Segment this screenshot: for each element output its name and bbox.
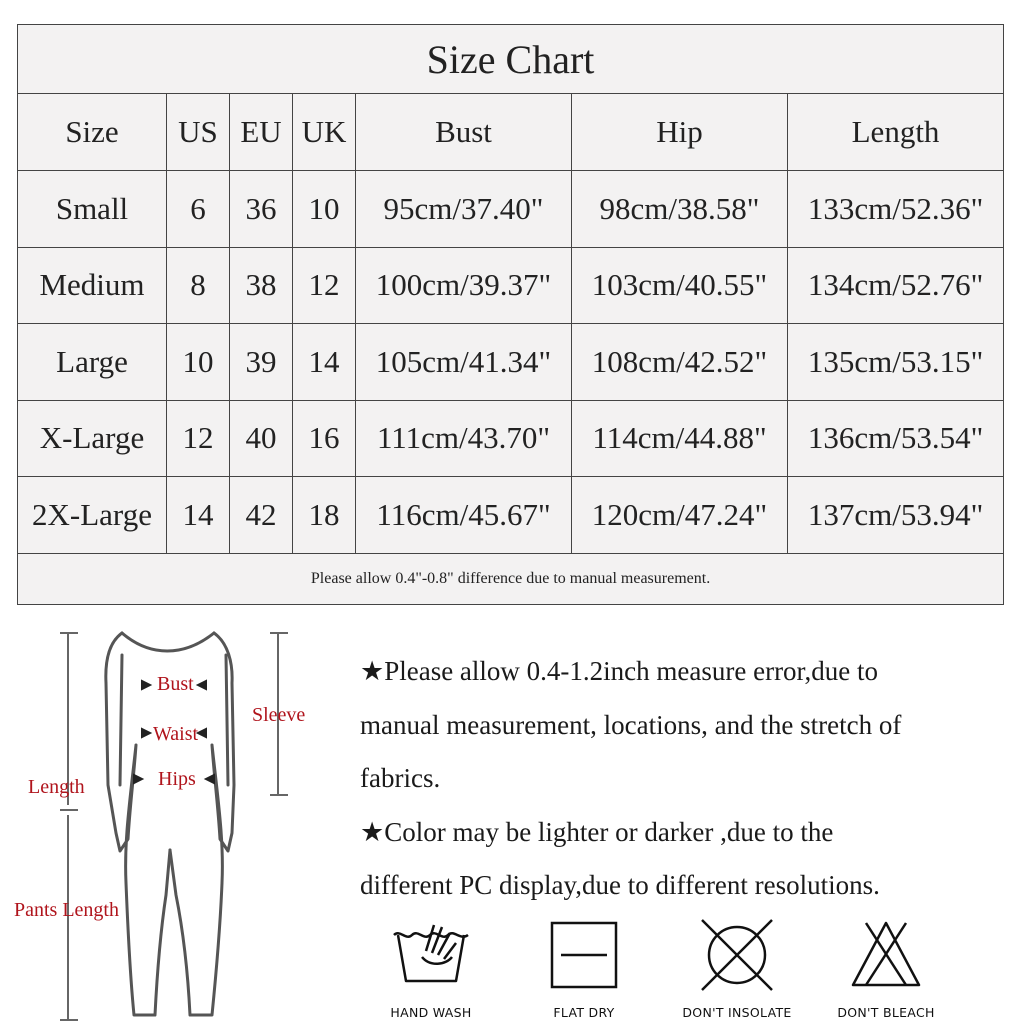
flat-dry-icon: [509, 915, 659, 995]
chart-title: Size Chart: [18, 25, 1004, 94]
table-cell: 40: [230, 400, 293, 477]
header-cell: Length: [788, 94, 1004, 171]
table-row: [18, 477, 1004, 554]
table-cell: Small: [18, 170, 167, 247]
table-cell: Large: [18, 324, 167, 401]
table-cell: 39: [230, 324, 293, 401]
table-cell: Medium: [18, 247, 167, 324]
length-label: Length: [28, 776, 85, 798]
header-row: [18, 94, 1004, 171]
table-cell: 10: [167, 324, 230, 401]
table-cell: 36: [230, 170, 293, 247]
dont-insolate-icon: [662, 915, 812, 995]
dont-insolate-label: DON'T INSOLATE: [682, 1005, 792, 1020]
table-cell: 100cm/39.37": [356, 247, 572, 324]
table-cell: 14: [293, 324, 356, 401]
info-line: ★Color may be lighter or darker ,due to the: [360, 816, 834, 847]
table-cell: 116cm/45.67": [356, 477, 572, 554]
table-cell: 105cm/41.34": [356, 324, 572, 401]
table-cell: 42: [230, 477, 293, 554]
table-cell: 103cm/40.55": [572, 247, 788, 324]
table-cell: 120cm/47.24": [572, 477, 788, 554]
info-line: manual measurement, locations, and the stretch of: [360, 709, 902, 740]
table-cell: 16: [293, 400, 356, 477]
waist-label: Waist: [153, 723, 199, 745]
table-row: [18, 400, 1004, 477]
info-line: ★Please allow 0.4-1.2inch measure error,due to: [360, 656, 878, 686]
flat-dry-label: FLAT DRY: [553, 1005, 615, 1020]
table-cell: 136cm/53.54": [788, 400, 1004, 477]
table-cell: 14: [167, 477, 230, 554]
table-cell: 6: [167, 170, 230, 247]
dont-bleach-icon: [811, 915, 961, 995]
table-cell: 137cm/53.94": [788, 477, 1004, 554]
measurement-figure: [0, 615, 345, 1024]
table-cell: 18: [293, 477, 356, 554]
hips-label: Hips: [158, 768, 196, 790]
info-notes: [360, 645, 1000, 913]
bust-label: Bust: [157, 673, 194, 695]
dont-bleach-label: DON'T BLEACH: [837, 1005, 935, 1020]
table-cell: 10: [293, 170, 356, 247]
table-cell: 95cm/37.40": [356, 170, 572, 247]
hand-wash-label: HAND WASH: [390, 1005, 472, 1020]
table-cell: 114cm/44.88": [572, 400, 788, 477]
table-row: [18, 170, 1004, 247]
table-cell: X-Large: [18, 400, 167, 477]
info-line: different PC display,due to different resolutions.: [360, 870, 880, 900]
table-cell: 2X-Large: [18, 477, 167, 554]
table-row: [18, 247, 1004, 324]
info-line: fabrics.: [360, 763, 441, 793]
table-cell: 98cm/38.58": [572, 170, 788, 247]
care-dont-insolate: [662, 915, 812, 1024]
table-cell: 8: [167, 247, 230, 324]
table-cell: 108cm/42.52": [572, 324, 788, 401]
header-cell: US: [167, 94, 230, 171]
header-cell: UK: [293, 94, 356, 171]
care-flat-dry: [509, 915, 659, 1024]
sleeve-label: Sleeve: [252, 704, 306, 726]
measurement-note: Please allow 0.4"-0.8" difference due to manual measurement.: [18, 553, 1004, 604]
header-cell: Bust: [356, 94, 572, 171]
header-cell: Size: [18, 94, 167, 171]
pants-length-label: Pants Length: [14, 899, 119, 921]
table-cell: 12: [293, 247, 356, 324]
table-cell: 134cm/52.76": [788, 247, 1004, 324]
care-hand-wash: [356, 915, 506, 1024]
header-cell: Hip: [572, 94, 788, 171]
table-cell: 133cm/52.36": [788, 170, 1004, 247]
table-cell: 135cm/53.15": [788, 324, 1004, 401]
size-chart-table: [17, 24, 1004, 605]
table-cell: 111cm/43.70": [356, 400, 572, 477]
table-cell: 12: [167, 400, 230, 477]
header-cell: EU: [230, 94, 293, 171]
hand-wash-icon: [356, 915, 506, 995]
care-dont-bleach: [811, 915, 961, 1024]
table-cell: 38: [230, 247, 293, 324]
table-row: [18, 324, 1004, 401]
